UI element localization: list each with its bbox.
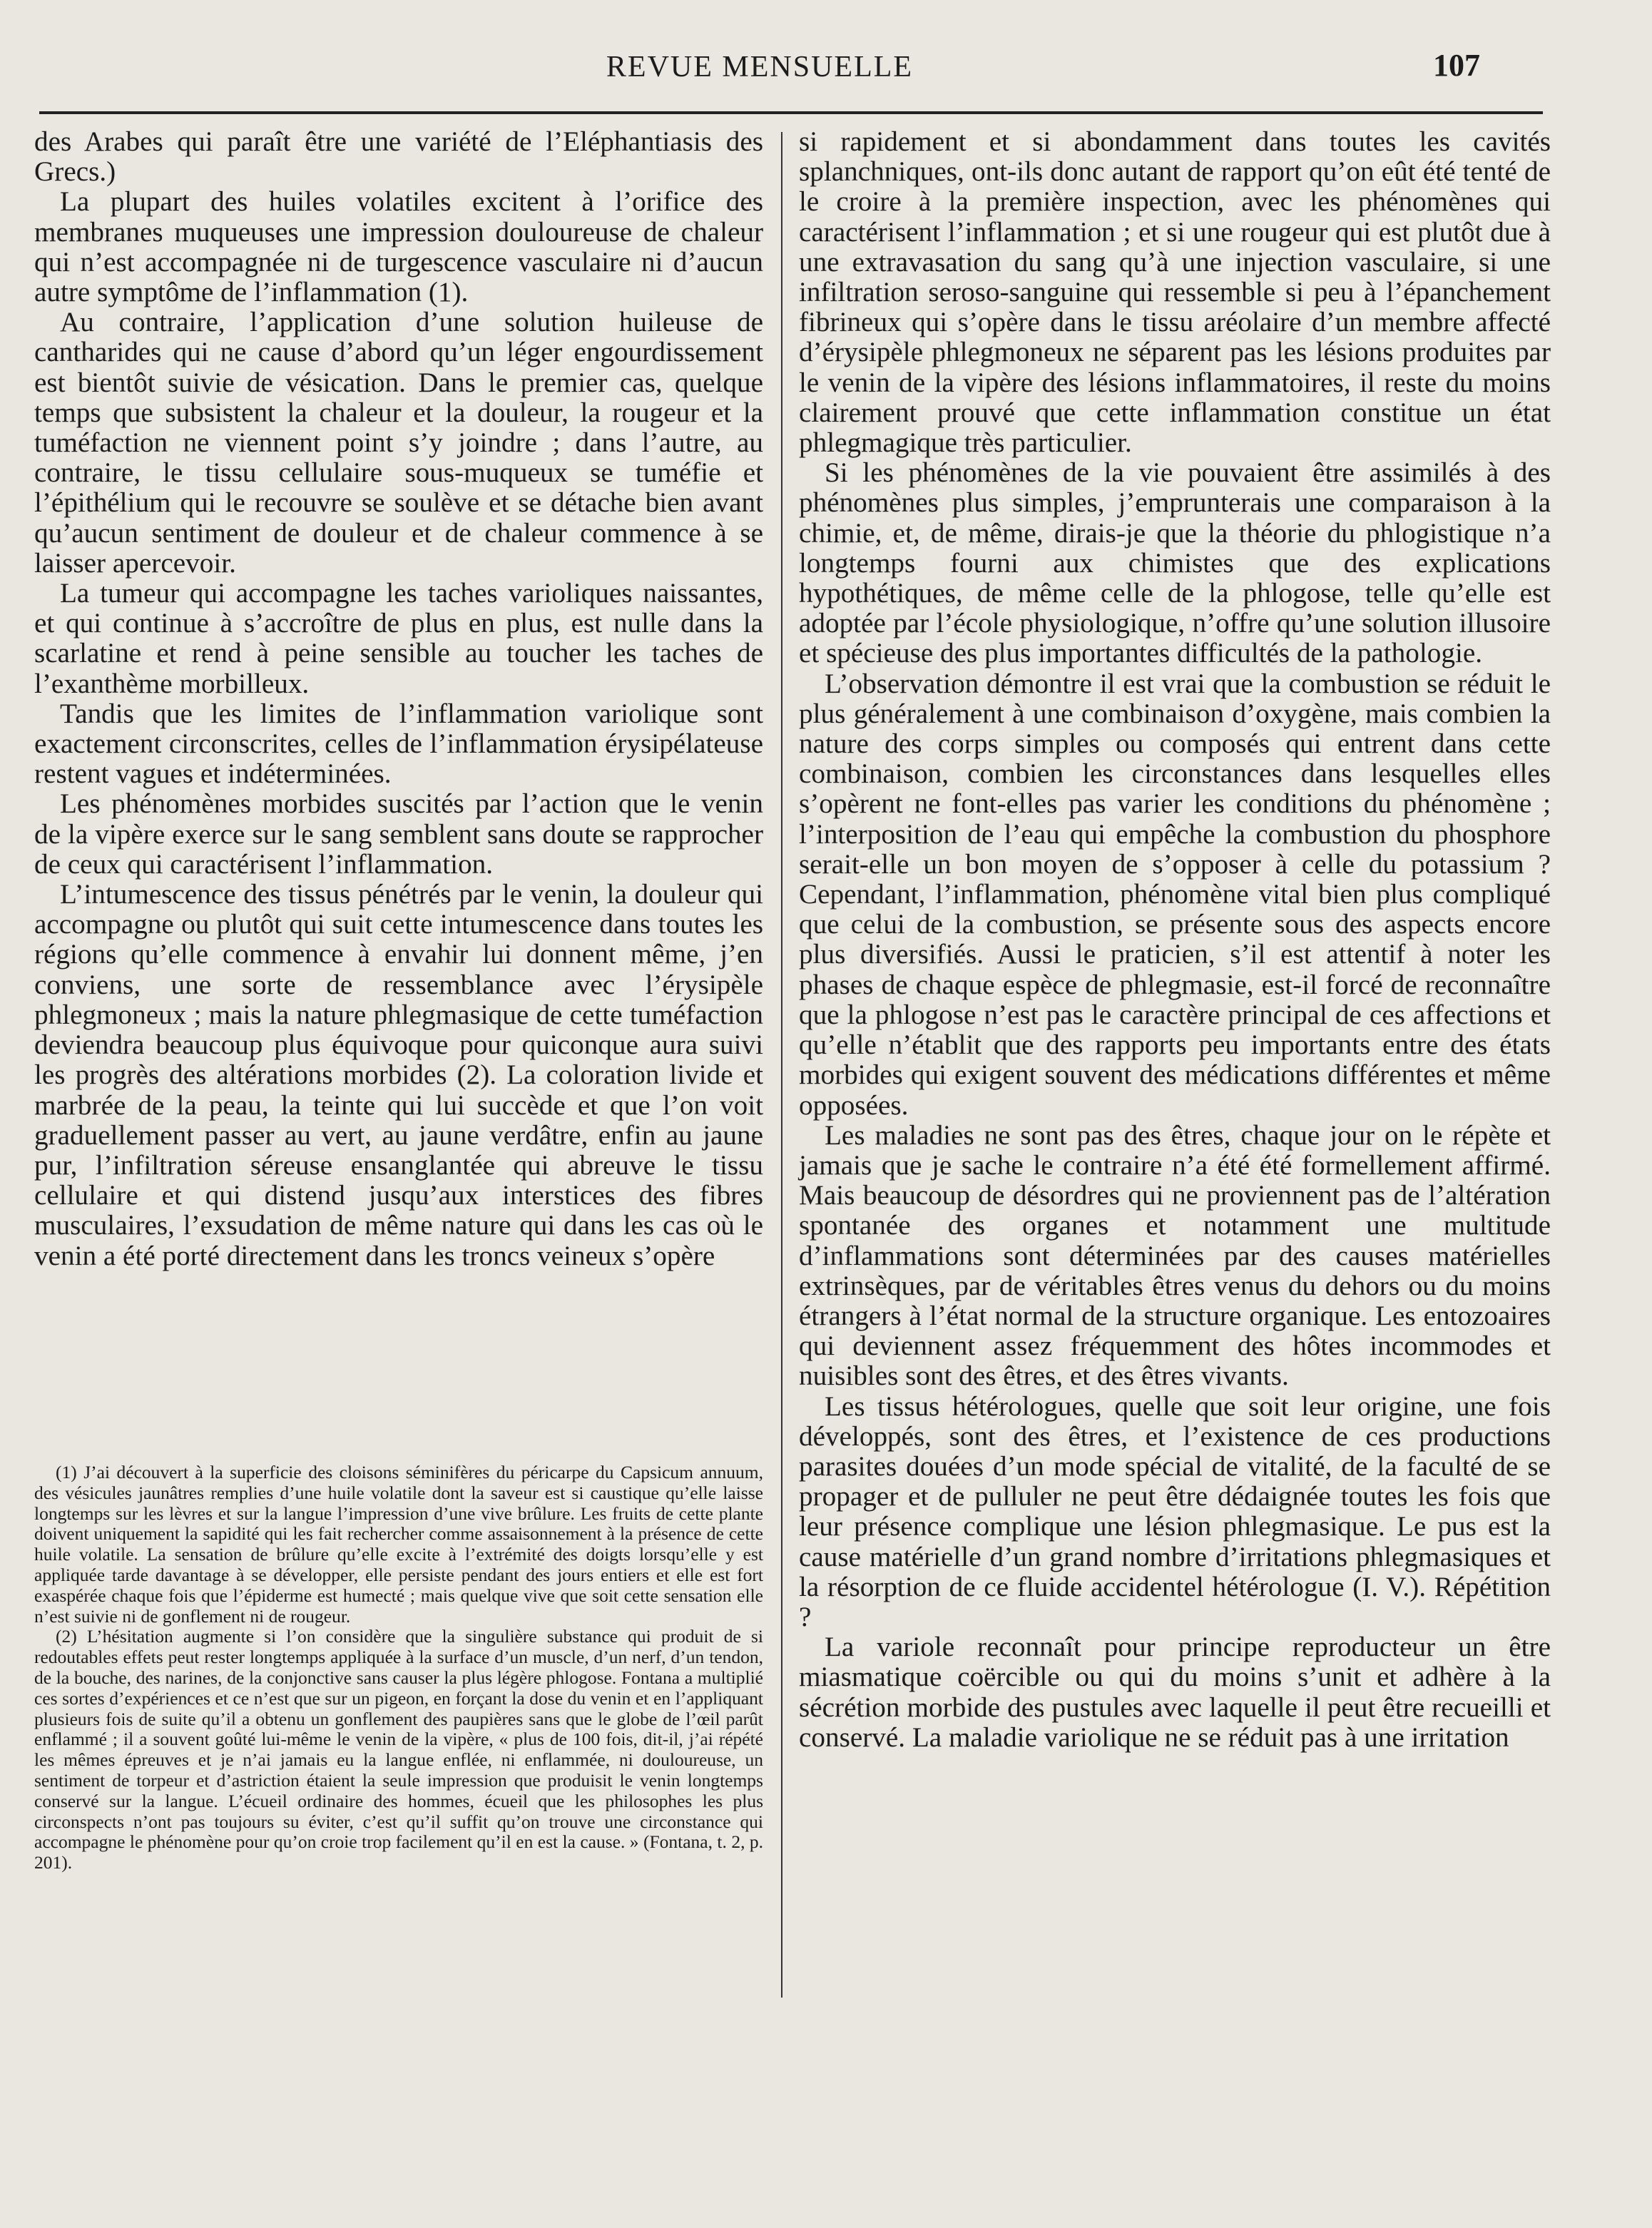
paragraph: L’intumescence des tissus pénétrés par le venin, la douleur qui accompagne ou plutôt qui suit cette intumescence dans toutes les régions qu’elle commence à envahir lui donnent même, j’en conviens, une sorte de ressemblance avec l’érysipèle phlegmoneux ; mais la nature phlegmasique de cette tuméfaction deviendra beaucoup plus équivoque pour quiconque aura suivi les progrès des altérations morbides (2). La coloration livide et marbrée de la peau, la teinte qui lui succède et que l’on voit graduellement passer au vert, au jaune verdâtre, enfin au jaune pur, l’infiltration séreuse ensanglantée qui abreuve le tissu cellulaire et qui distend jusqu’aux interstices des fibres musculaires, l’exsudation de même nature qui dans les cas où le venin a été porté directement dans les troncs veineux s’opère (34, 879, 763, 1271)
column-rule (781, 132, 782, 1998)
paragraph: Tandis que les limites de l’inflammation variolique sont exactement circonscrites, celles de l’inflammation érysipélateuse restent vagues et indéterminées. (34, 698, 763, 790)
paragraph: Les tissus hétérologues, quelle que soit leur origine, une fois développés, sont des êtres, et l’existence de ces productions parasites douées d’un mode spécial de vitalité, de la faculté de se propager et de pulluler ne peut être dédaignée toutes les fois que leur présence complique une lésion phlegmasique. Le pus est la cause matérielle d’un grand nombre d’irritations phlegmasiques et la résorption de ce fluide accidentel hétérologue (I. V.). Répétition ? (799, 1390, 1551, 1632)
paragraph: Les maladies ne sont pas des êtres, chaque jour on le répète et jamais que je sache le contraire n’a été été formellement affirmé. Mais beaucoup de désordres qui ne proviennent pas de l’altération spontanée des organes et notamment une multitude d’inflammations sont déterminées par des causes matérielles extrinsèques, par de véritables êtres venus du dehors ou du moins étrangers à l’état normal de la structure organique. Les entozoaires qui deviennent assez fréquemment des hôtes incommodes et nuisibles sont des êtres, et des êtres vivants. (799, 1119, 1551, 1392)
page-header (39, 44, 1480, 87)
paragraph: Les phénomènes morbides suscités par l’action que le venin de la vipère exerce sur le sang semblent sans doute se rapprocher de ceux qui caractérisent l’inflammation. (34, 788, 763, 880)
paragraph: L’observation démontre il est vrai que la combustion se réduit le plus généralement à une combinaison d’oxygène, mais combien la nature des corps simples ou composés qui entrent dans cette combinaison, combien les circonstances dans lesquelles elles s’opèrent ne font-elles pas varier les conditions du phénomène ; l’interposition de l’eau qui empêche la combustion du phosphore serait-elle un bon moyen de s’opposer à celle du potassium ? Cependant, l’inflammation, phénomène vital bien plus compliqué que celui de la combustion, se présente sous des aspects encore plus diversifiés. Aussi le praticien, s’il est attentif à noter les phases de chaque espèce de phlegmasie, est-il forcé de reconnaître que la phlogose n’est pas le caractère principal de ces affections et qu’elle n’établit que des rapports peu importants entre des états morbides qui exigent souvent des médications différentes et même opposées. (799, 668, 1551, 1121)
paragraph: La variole reconnaît pour principe reproducteur un être miasmatique coërcible ou qui du moins s’unit et adhère à la sécrétion morbide des pustules avec laquelle il peut être recueilli et conservé. La maladie variolique ne se réduit pas à une irritation (799, 1632, 1551, 1753)
paragraph: des Arabes qui paraît être une variété de l’Eléphantiasis des Grecs.) (34, 126, 763, 188)
paragraph: La tumeur qui accompagne les taches varioliques naissantes, et qui continue à s’accroître de plus en plus, est nulle dans la scarlatine et rend à peine sensible au toucher les taches de l’exanthème morbilleux. (34, 578, 763, 699)
paragraph: La plupart des huiles volatiles excitent à l’orifice des membranes muqueuses une impression douloureuse de chaleur qui n’est accompagnée ni de turgescence vasculaire ni d’aucun autre symptôme de l’inflammation (1). (34, 186, 763, 308)
left-column (34, 127, 763, 1271)
paragraph: si rapidement et si abondamment dans toutes les cavités splanchniques, ont-ils donc autant de rapport qu’on eût été tenté de le croire à la première inspection, avec les phénomènes qui caractérisent l’inflammation ; et si une rougeur qui est plutôt due à une extravasation du sang qu’à une injection vasculaire, si une infiltration seroso-sanguine qui ressemble si peu à l’épanchement fibrineux qui s’opère dans le tissu aréolaire d’un membre affecté d’érysipèle phlegmoneux ne séparent pas les lésions produites par le venin de la vipère des lésions inflammatoires, il reste du moins clairement prouvé que cette inflammation constitue un état phlegmagique très particulier. (799, 126, 1551, 459)
footnote-1: (1) J’ai découvert à la superficie des cloisons séminifères du péricarpe du Capsicum annuum, des vésicules jaunâtres remplies d’une huile volatile dont la saveur est si caustique qu’elle laisse longtemps sur les lèvres et sur la langue l’impression d’une vive brûlure. Les fruits de cette plante doivent uniquement la sapidité qui les fait rechercher comme assaisonnement à la présence de cette huile volatile. La sensation de brûlure qu’elle excite à l’extrémité des doigts lorsqu’elle y est appliquée tarde davantage à se développer, elle persiste pendant des jours entiers et elle est fort exaspérée chaque fois que l’épiderme est humecté ; mais quelque vive que soit cette sensation elle n’est suivie ni de gonflement ni de rougeur. (34, 1462, 763, 1627)
right-column (799, 127, 1551, 1753)
paragraph: Si les phénomènes de la vie pouvaient être assimilés à des phénomènes plus simples, j’emprunterais une comparaison à la chimie, et, de même, dirais-je que la théorie du phlogistique n’a longtemps fourni aux chimistes que des explications hypothétiques, de même celle de la phlogose, telle qu’elle est adoptée par l’école physiologique, n’offre qu’une solution illusoire et spécieuse des plus importantes difficultés de la pathologie. (799, 457, 1551, 669)
page-number: 107 (1433, 48, 1480, 83)
footnotes (34, 1463, 763, 1873)
running-head: REVUE MENSUELLE (606, 51, 914, 83)
footnote-2: (2) L’hésitation augmente si l’on considère que la singulière substance qui produit de si redoutables effets peut rester longtemps appliquée à la surface d’un muscle, d’un nerf, d’un tendon, de la bouche, des narines, de la conjonctive sans causer la plus légère phlogose. Fontana a multiplié ces sortes d’expériences et ce n’est que sur un pigeon, en forçant la dose du venin et en l’appliquant plusieurs fois de suite qu’il a obtenu un gonflement des paupières sans que le globe de l’œil parût enflammé ; il a souvent goûté lui-même le venin de la vipère, « plus de 100 fois, dit-il, j’ai répété les mêmes épreuves et je n’ai jamais eu la langue enflée, ni enflammée, ni douloureuse, un sentiment de torpeur et d’astriction étaient la seule impression que produisit le venin longtemps conservé sur la langue. L’écueil ordinaire des hommes, écueil que les philosophes les plus circonspects n’ont pas toujours su éviter, c’est qu’il suffit qu’on trouve une circonstance qui accompagne le phénomène pour qu’on croie trop facilement qu’il en est la cause. » (Fontana, t. 2, p. 201). (34, 1626, 763, 1873)
header-rule (39, 111, 1543, 114)
paragraph: Au contraire, l’application d’une solution huileuse de cantharides qui ne cause d’abord qu’un léger engourdissement est bientôt suivie de vésication. Dans le premier cas, quelque temps que subsistent la chaleur et la douleur, la rougeur et la tuméfaction ne viennent point s’y joindre ; dans l’autre, au contraire, le tissu cellulaire sous-muqueux se tuméfie et l’épithélium qui le recouvre se soulève et se détache bien avant qu’aucun sentiment de douleur et de chaleur commence à se laisser apercevoir. (34, 307, 763, 579)
